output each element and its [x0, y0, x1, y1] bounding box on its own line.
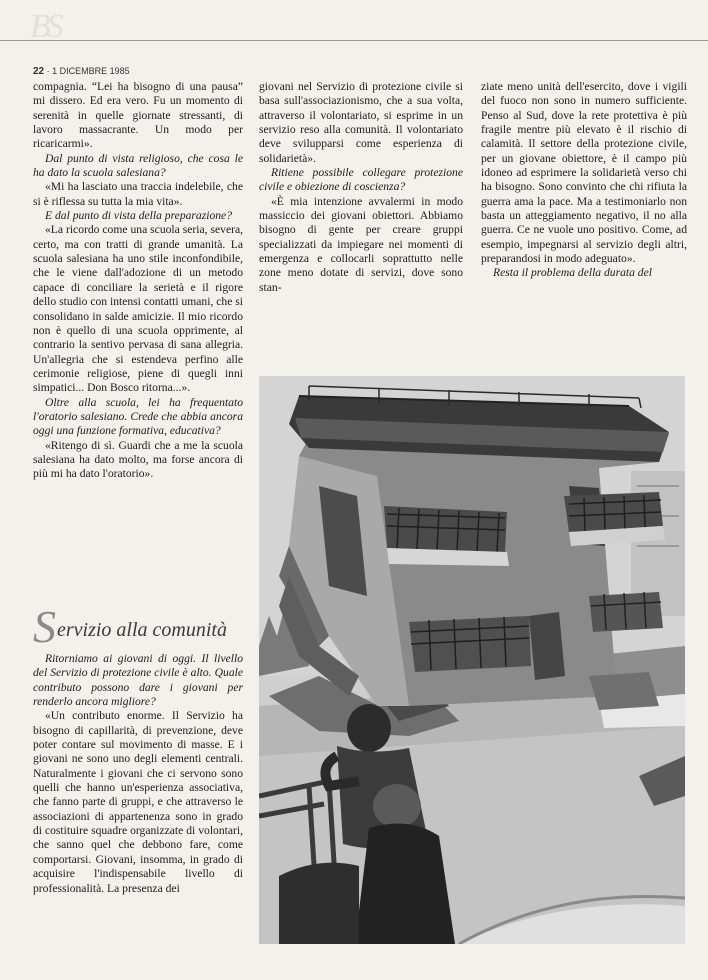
- folio-separator: ·: [46, 66, 50, 76]
- issue-date: 1 DICEMBRE 1985: [52, 66, 130, 76]
- interview-paragraph: ziate meno unità dell'esercito, dove i vigili del fuoco non sono in numero sufficiente. Penso al Sud, dove la rete protettiva è più fragile mentre più elevato è il rischio di calamità. Il settore della protezione civile, per un giovane obiettore, è il campo più idoneo ad esprimere la solidarietà verso chi ha bisogno. Sono convinto che chi rifiuta la guerra ama la pace. Ma a testimoniarlo non basta un atteggiamento negativo, il no alla guerra. Ce ne vuole uno positivo. Come, ad esempio, impegnarsi al servizio degli altri, preparandosi in modo adeguato».: [481, 80, 687, 266]
- interview-paragraph: «Mi ha lasciato una traccia indelebile, che si è riflessa su tutta la mia vita».: [33, 180, 243, 208]
- interview-paragraph: compagnia. “Lei ha bisogno di una pausa” mi dissero. Ed era vero. Fu un momento di serenità in quelle giornate stressanti, di lavoro massacrante. Un modo per ricaricarmi».: [33, 80, 243, 151]
- interview-paragraph: «La ricordo come una scuola seria, severa, certo, ma con tratti di grande umanità. La scuola salesiana ha uno stile inconfondibile, che le viene dall'adozione di un metodo capace di conciliare la serietà e il rigore dello studio con intensi contatti umani, che si consolidano in salde amicizie. Il mio ricordo non è quello di una scuola opprimente, al contrario la sentivo pervasa di sana allegria. Un'allegria che si estendeva perfino alle cerimonie religiose, piene di quegli inni simpatici... Don Bosco ritorna...».: [33, 223, 243, 395]
- text-column-1: [33, 80, 243, 482]
- text-column-3: [481, 80, 687, 281]
- text-column-1-continued: [33, 652, 243, 896]
- interview-question: Oltre alla scuola, lei ha frequentato l'oratorio salesiano. Crede che abbia ancora oggi una funzione formativa, educativa?: [33, 395, 243, 438]
- interview-question: Dal punto di vista religioso, che cosa le ha dato la scuola salesiana?: [33, 151, 243, 180]
- interview-paragraph: «Ritengo di sì. Guardi che a me la scuola salesiana ha dato molto, ma forse ancora di più mi ha dato l'oratorio».: [33, 438, 243, 481]
- masthead-watermark-logo: BS: [30, 8, 60, 45]
- section-title: ervizio alla comunità: [57, 619, 227, 641]
- collapsed-building-illustration: [259, 376, 685, 944]
- interview-question: Ritorniamo ai giovani di oggi. Il livello del Servizio di protezione civile è alto. Quale contributo possono dare i giovani per renderlo ancora migliore?: [33, 652, 243, 709]
- header-rule: [0, 40, 708, 41]
- section-drop-letter: S: [33, 601, 56, 652]
- page-folio: [33, 66, 130, 77]
- interview-paragraph: «È mia intenzione avvalermi in modo massiccio dei giovani obiettori. Abbiamo bisogno di gente per creare gruppi specializzati da impiegare nei momenti di emergenza e collocarli soprattutto nelle zone meno dotate di servizi, dove sono stan-: [259, 194, 463, 294]
- page-number: 22: [33, 66, 45, 77]
- interview-paragraph: giovani nel Servizio di protezione civile si basa sull'associazionismo, che a sua volta, attraverso il volontariato, si esprime in un servizio reso alla comunità. Il volontariato deve svilupparsi come esperienza di solidarietà».: [259, 80, 463, 165]
- text-column-2: [259, 80, 463, 295]
- section-heading: [33, 600, 245, 653]
- interview-question: E dal punto di vista della preparazione?: [45, 209, 232, 223]
- interview-question: Ritiene possibile collegare protezione civile e obiezione di coscienza?: [259, 166, 463, 194]
- interview-paragraph: «Un contributo enorme. Il Servizio ha bisogno di capillarità, di prevenzione, deve poter contare sul movimento di masse. E i giovani ne sono uno degli elementi centrali. Naturalmente i giovani che ci servono sono quelli che hanno un'esperienza associativa, che fanno parte di gruppi, e che attraverso le associazioni di appartenenza sono in grado di costituire squadre organizzate di volontari, che sanno quel che debbono fare, come comportarsi. Giovani, insomma, in grado di acquisire l'indispensabile livello di professionalità. La presenza dei: [33, 709, 243, 895]
- earthquake-photo: [259, 376, 685, 944]
- interview-question: Resta il problema della durata del: [493, 266, 652, 280]
